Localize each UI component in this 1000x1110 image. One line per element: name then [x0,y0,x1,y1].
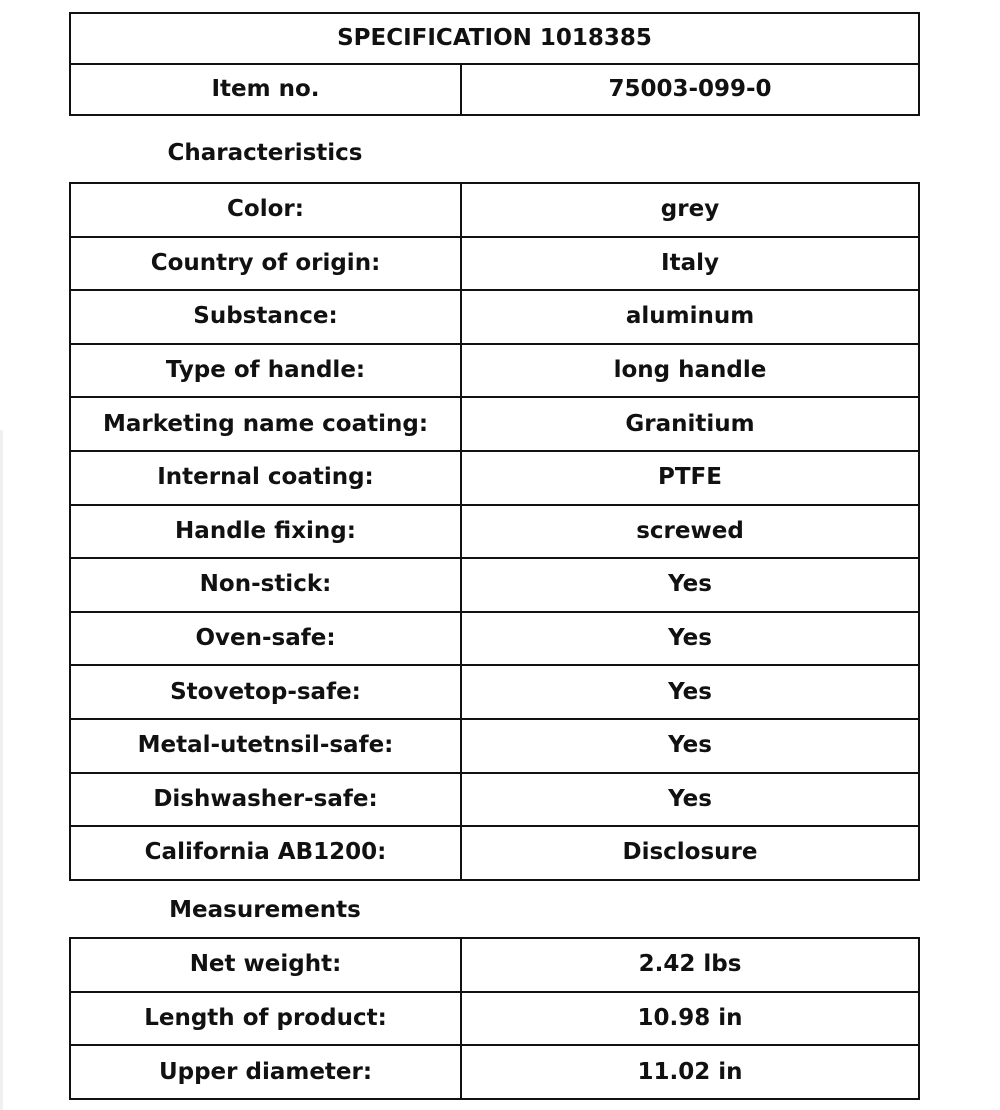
row-value: Granitium [461,397,919,451]
row-label: Internal coating: [70,451,461,505]
row-label: Upper diameter: [70,1045,461,1099]
specification-title: SPECIFICATION 1018385 [70,13,919,64]
row-label: Color: [70,183,461,237]
row-value: grey [461,183,919,237]
row-value: Yes [461,612,919,666]
row-label: Net weight: [70,938,461,992]
table-row [70,992,919,1046]
row-label: Marketing name coating: [70,397,461,451]
row-label: Type of handle: [70,344,461,398]
row-value: Disclosure [461,826,919,880]
table-row [70,397,919,451]
table-row [70,183,919,237]
table-row [70,773,919,827]
row-value: long handle [461,344,919,398]
table-row [70,237,919,291]
row-value: Yes [461,558,919,612]
row-value: Yes [461,719,919,773]
row-label: Dishwasher-safe: [70,773,461,827]
table-row [70,719,919,773]
row-value: Yes [461,773,919,827]
row-label: Non-stick: [70,558,461,612]
row-value: Italy [461,237,919,291]
row-label: Substance: [70,290,461,344]
item-number-value: 75003-099-0 [461,64,919,115]
table-row [70,344,919,398]
row-value: 11.02 in [461,1045,919,1099]
specification-header-table [69,12,920,116]
table-row [70,505,919,559]
row-label: Length of product: [70,992,461,1046]
row-value: 10.98 in [461,992,919,1046]
item-number-row [70,64,919,115]
measurements-table [69,937,920,1100]
table-row [70,1045,919,1099]
row-value: aluminum [461,290,919,344]
title-row [70,13,919,64]
row-label: Metal-utetnsil-safe: [70,719,461,773]
table-row [70,558,919,612]
row-label: Country of origin: [70,237,461,291]
row-label: Oven-safe: [70,612,461,666]
table-row [70,451,919,505]
row-label: Handle fixing: [70,505,461,559]
table-row [70,665,919,719]
table-row [70,938,919,992]
row-label: Stovetop-safe: [70,665,461,719]
measurements-heading: Measurements [169,897,361,923]
row-value: Yes [461,665,919,719]
table-row [70,612,919,666]
item-number-label: Item no. [70,64,461,115]
characteristics-heading: Characteristics [167,140,363,166]
row-label: California AB1200: [70,826,461,880]
table-row [70,826,919,880]
table-row [70,290,919,344]
row-value: PTFE [461,451,919,505]
characteristics-table [69,182,920,881]
row-value: screwed [461,505,919,559]
page-edge-divider [0,430,3,1110]
row-value: 2.42 lbs [461,938,919,992]
